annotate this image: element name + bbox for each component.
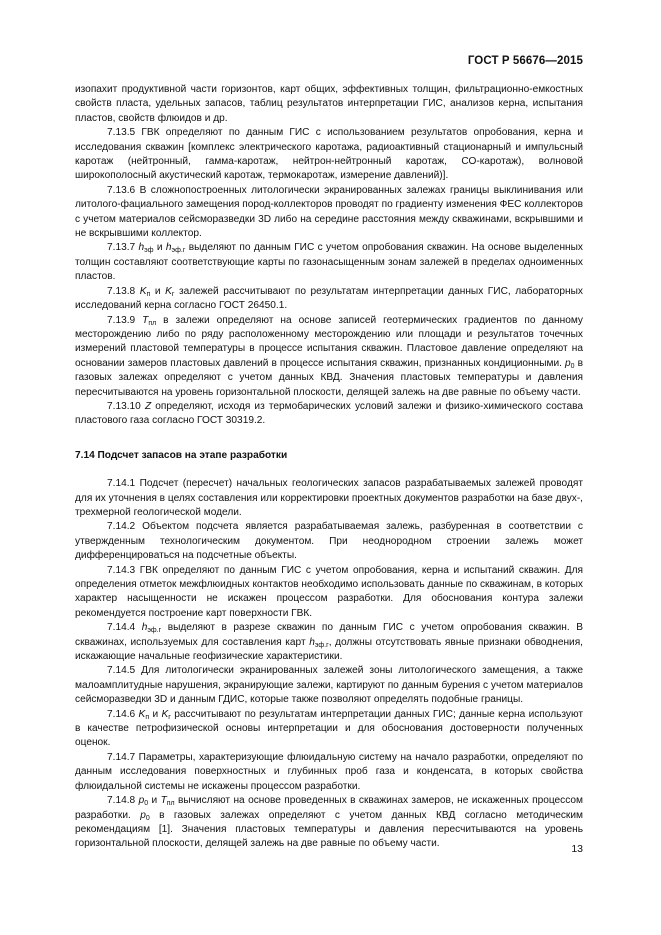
paragraph-7-13-8 [75,285,583,314]
paragraph-7-14-2: 7.14.2 Объектом подсчета является разрабатываемая залежь, разбуренная в соответствии с утвержденным технологическим документом. При неоднородном строении залежь может дифференцироваться на подсчетные объекты. [75,521,583,562]
paragraph-text: в газовых залежах определяют с учетом данных КВД согласно методическим рекомендациям [1]. Значения пластовых температуры и давления пересчитываются на уровень горизонтальной плоскости, делящей залежь на две равные по объему части. [75,809,583,850]
symbol: h [138,242,145,254]
symbol-subscript: эф.г [147,627,162,635]
document-code-header: ГОСТ Р 56676—2015 [467,55,583,67]
symbol: K [138,708,146,720]
symbol: T [160,795,167,807]
paragraph-7-14-5: 7.14.5 Для литологически экранированных залежей зоны литологического замещения, а также малоамплитудные нарушения, экранирующие залежи, картируют по данным бурения с учетом материалов сейсморазведки 3D и данным ГДИС, которые также позволяют определять подобные границы. [75,665,583,706]
symbol: K [161,708,169,720]
clause-number: 7.14.8 [107,795,136,807]
symbol-subscript: 0 [144,800,149,808]
symbol-subscript: г [171,290,175,298]
conjunction: и [153,242,166,254]
conjunction: и [150,285,166,297]
symbol: h [141,622,148,634]
symbol: p [140,809,146,821]
paragraph-7-13-5: 7.13.5 ГВК определяют по данным ГИС с использованием результатов опробования, керна и исследования скважин [комплекс электрического каротажа, радиоактивный стационарный и импульсный каротаж (нейтронный, гамма-каротаж, нейтрон-нейтронный каротаж, СО-каротаж), волновой широкополосный акустический каротаж, термокаротаж, измерение давлений)]. [75,127,583,182]
paragraph-7-13-7 [75,241,583,284]
paragraph-7-14-4 [75,621,583,664]
symbol: p [138,795,145,807]
paragraph-text: рассчитывают по результатам интерпретации данных ГИС; данные керна используют в качестве петрофизической основы интерпретации и для обоснования достоверности полученных оценок. [75,708,583,749]
paragraph-7-14-1: 7.14.1 Подсчет (пересчет) начальных геологических запасов разрабатываемых залежей проводят для их уточнения в целях составления или корректировки проектных документов разработки на базе двух-, трехмерной геологической модели. [75,478,583,518]
symbol-subscript: пл [148,319,157,327]
paragraph-text: определяют, исходя из термобарических условий залежи и физико-химического состава пластового газа согласно ГОСТ 30319.2. [75,400,583,427]
section-heading-7-14: 7.14 Подсчет запасов на этапе разработки [75,449,288,461]
symbol-subscript: эф.г [314,641,329,649]
symbol-subscript: эф.г [171,247,186,255]
clause-number: 7.13.10 [107,400,141,412]
symbol: h [165,242,172,254]
paragraph-text: залежей рассчитывают по результатам интерпретации данных ГИС, лабораторных исследований керна согласно ГОСТ 26450.1. [75,285,583,312]
symbol: K [139,285,147,297]
conjunction: и [148,795,161,807]
document-body [75,83,583,852]
paragraph-text: в газовых залежах определяют с учетом данных КВД. Значения пластовых температуры и давления пересчитываются на уровень горизонтальной плоскости, делящей залежь на две равные по объему части. [75,357,583,398]
clause-number: 7.13.7 [107,242,136,254]
paragraph-text: выделяют в разрезе скважин по данным ГИС с учетом опробования скважин. В скважинах, используемых для составления карт [75,622,583,648]
symbol: T [142,314,149,326]
paragraph-7-14-6 [75,708,583,751]
page-number: 13 [571,843,583,855]
symbol-subscript: эф [144,247,154,255]
clause-number: 7.13.9 [107,314,136,326]
paragraph-text: в залежи определяют на основе записей геотермических градиентов по данному месторождению либо по ряду расположенному месторождению или площади и результатов точечных измерений пластовой температуры в процессе испытания скважин. Пластовое давление определяют на основании замеров пластовых давлений в процессе испытания скважин, признанных кондиционными. [75,314,583,369]
symbol: p [565,357,571,369]
paragraph-text: вычисляют на основе проведенных в скважинах замеров, не искаженных процессом разработки. [75,795,583,821]
paragraph-7-14-3: 7.14.3 ГВК определяют по данным ГИС с учетом опробования, керна и испытаний скважин. Для определения отметок межфлюидных контактов необходимо использовать данные по скважинам, в которых характер насыщенности не искажен процессом разработки. Для обоснования контура залежи рекомендуется построение карт поверхности ГВК. [75,564,583,619]
paragraph-7-13-6: 7.13.6 В сложнопостроенных литологически экранированных залежах границы выклинивания или литолого-фациального замещения пород-коллекторов проводят по градиенту изменения ФЕС коллекторов с учетом материалов сейсморазведки 3D либо на середине расстояния между скважинами, вскрывшими и не вскрывшими коллектор. [75,184,583,240]
symbol-subscript: пл [166,800,175,808]
symbol-subscript: 0 [570,362,575,370]
paragraph-7-13-10 [75,400,583,429]
paragraph-7-14-7: 7.14.7 Параметры, характеризующие флюидальную систему на начало разработки, определяют по данным исследования поверхностных и глубинных проб газа и конденсата, в которых свойства флюидальной системы не искажены процессом разработки. [75,751,583,792]
conjunction: и [149,708,162,720]
symbol: K [165,285,172,297]
paragraph-text: выделяют по данным ГИС с учетом опробования скважин. На основе выделенных толщин составляют соответствующие карты по газонасыщенным зонам залежей в пределах одноименных пластов. [75,242,583,283]
symbol-subscript: п [145,713,150,721]
symbol: Z [144,400,152,412]
paragraph-7-14-8 [75,794,583,852]
paragraph-7-13-9 [75,314,583,400]
symbol-subscript: п [146,290,151,298]
symbol-subscript: г [168,713,171,721]
clause-number: 7.13.8 [107,285,136,297]
clause-number: 7.14.6 [107,708,136,720]
clause-number: 7.14.4 [107,622,136,634]
paragraph-continuation: изопахит продуктивной части горизонтов, карт общих, эффективных толщин, фильтрационно-емкостных свойств пласта, удельных запасов, таблиц результатов интерпретации ГИС, анализов керна, испытания пластов, свойств флюидов и др. [75,84,583,124]
symbol-subscript: 0 [145,814,150,822]
symbol: h [309,636,315,648]
paragraph-text: , должны отсутствовать явные признаки обводнения, искажающие начальные геофизические характеристики. [75,636,583,663]
